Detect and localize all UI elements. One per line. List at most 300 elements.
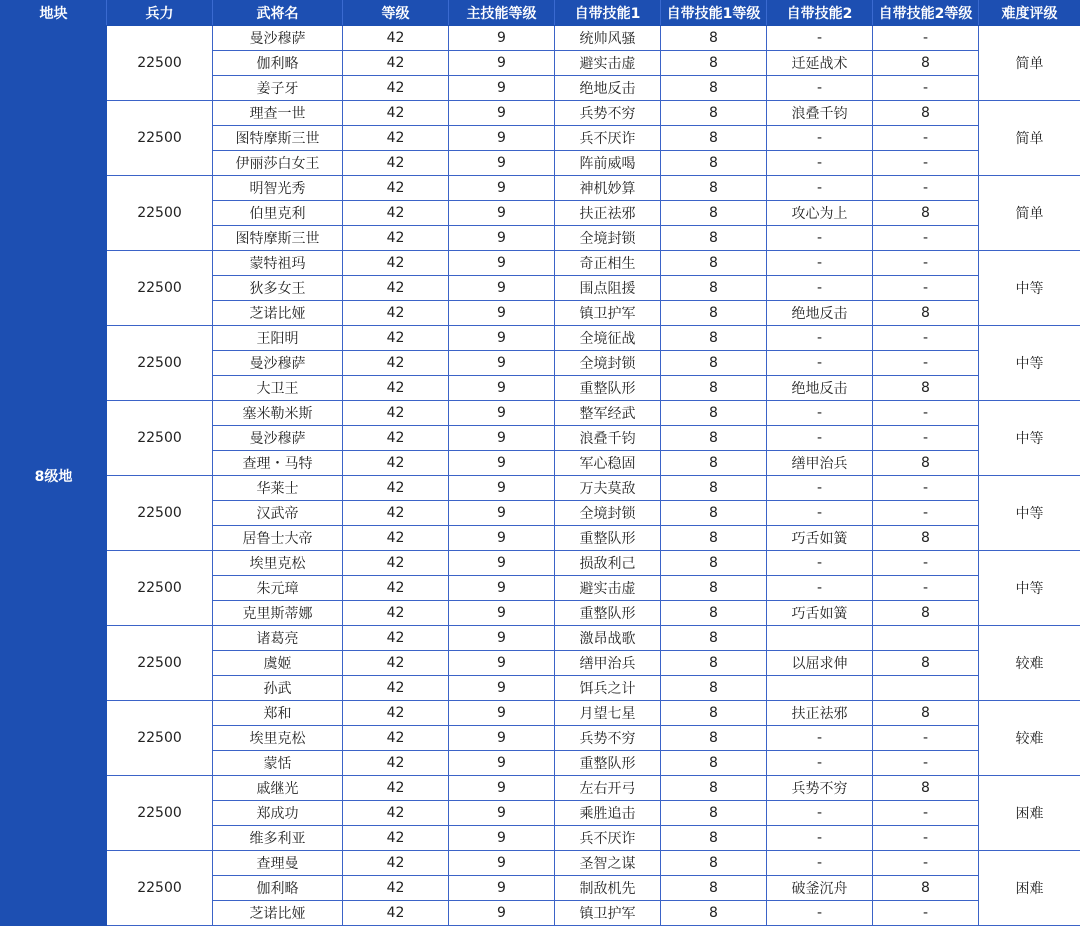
skill2-level-cell: - [873, 476, 979, 501]
main-skill-level-cell: 9 [449, 26, 555, 51]
skill2-level-cell: - [873, 351, 979, 376]
general-name-cell: 居鲁士大帝 [213, 526, 343, 551]
skill1-level-cell: 8 [661, 326, 767, 351]
header-level: 等级 [343, 1, 449, 26]
level-cell: 42 [343, 101, 449, 126]
skill1-cell: 全境封锁 [555, 226, 661, 251]
skill2-cell: - [767, 801, 873, 826]
skill2-level-cell: 8 [873, 201, 979, 226]
skill2-level-cell: - [873, 576, 979, 601]
skill2-cell: 巧舌如簧 [767, 601, 873, 626]
skill2-cell: 绝地反击 [767, 301, 873, 326]
skill2-cell: 扶正祛邪 [767, 701, 873, 726]
skill1-level-cell: 8 [661, 676, 767, 701]
level-cell: 42 [343, 851, 449, 876]
skill1-cell: 重整队形 [555, 601, 661, 626]
skill1-cell: 扶正祛邪 [555, 201, 661, 226]
skill1-cell: 镇卫护军 [555, 301, 661, 326]
level-cell: 42 [343, 51, 449, 76]
general-name-cell: 埃里克松 [213, 551, 343, 576]
table-row [1, 476, 1080, 501]
level-cell: 42 [343, 601, 449, 626]
level-cell: 42 [343, 901, 449, 926]
main-skill-level-cell: 9 [449, 676, 555, 701]
header-skill1-level: 自带技能1等级 [661, 1, 767, 26]
header-general: 武将名 [213, 1, 343, 26]
level-cell: 42 [343, 551, 449, 576]
main-skill-level-cell: 9 [449, 276, 555, 301]
general-name-cell: 理查一世 [213, 101, 343, 126]
general-name-cell: 华莱士 [213, 476, 343, 501]
skill1-cell: 浪叠千钧 [555, 426, 661, 451]
skill2-cell: 缮甲治兵 [767, 451, 873, 476]
general-name-cell: 图特摩斯三世 [213, 226, 343, 251]
general-name-cell: 查理・马特 [213, 451, 343, 476]
difficulty-cell: 中等 [979, 476, 1080, 551]
header-skill2-level: 自带技能2等级 [873, 1, 979, 26]
header-difficulty: 难度评级 [979, 1, 1080, 26]
skill1-level-cell: 8 [661, 701, 767, 726]
skill1-cell: 避实击虚 [555, 576, 661, 601]
troops-cell: 22500 [107, 776, 213, 851]
skill1-level-cell: 8 [661, 276, 767, 301]
skill2-level-cell: 8 [873, 301, 979, 326]
general-name-cell: 明智光秀 [213, 176, 343, 201]
general-name-cell: 王阳明 [213, 326, 343, 351]
skill1-cell: 军心稳固 [555, 451, 661, 476]
skill2-cell: - [767, 226, 873, 251]
general-name-cell: 汉武帝 [213, 501, 343, 526]
skill1-level-cell: 8 [661, 476, 767, 501]
skill2-cell: - [767, 276, 873, 301]
skill1-cell: 重整队形 [555, 526, 661, 551]
skill1-level-cell: 8 [661, 51, 767, 76]
difficulty-cell: 困难 [979, 851, 1080, 926]
general-name-cell: 塞米勒米斯 [213, 401, 343, 426]
general-name-cell: 维多利亚 [213, 826, 343, 851]
skill1-cell: 整军经武 [555, 401, 661, 426]
general-name-cell: 芝诺比娅 [213, 301, 343, 326]
skill1-cell: 镇卫护军 [555, 901, 661, 926]
skill1-cell: 乘胜追击 [555, 801, 661, 826]
skill1-level-cell: 8 [661, 851, 767, 876]
level-cell: 42 [343, 301, 449, 326]
skill2-level-cell: 8 [873, 701, 979, 726]
main-skill-level-cell: 9 [449, 176, 555, 201]
main-skill-level-cell: 9 [449, 726, 555, 751]
skill1-level-cell: 8 [661, 351, 767, 376]
main-skill-level-cell: 9 [449, 851, 555, 876]
skill1-cell: 避实击虚 [555, 51, 661, 76]
general-name-cell: 姜子牙 [213, 76, 343, 101]
level-cell: 42 [343, 501, 449, 526]
level-cell: 42 [343, 476, 449, 501]
skill1-level-cell: 8 [661, 301, 767, 326]
skill2-level-cell [873, 676, 979, 701]
skill1-level-cell: 8 [661, 151, 767, 176]
skill1-level-cell: 8 [661, 401, 767, 426]
skill2-cell: - [767, 401, 873, 426]
skill2-cell: 浪叠千钧 [767, 101, 873, 126]
table-row [1, 401, 1080, 426]
level-cell: 42 [343, 801, 449, 826]
level-cell: 42 [343, 751, 449, 776]
general-name-cell: 伊丽莎白女王 [213, 151, 343, 176]
skill1-cell: 缮甲治兵 [555, 651, 661, 676]
skill2-level-cell: 8 [873, 526, 979, 551]
main-skill-level-cell: 9 [449, 226, 555, 251]
level-cell: 42 [343, 351, 449, 376]
level-cell: 42 [343, 776, 449, 801]
table-row [1, 326, 1080, 351]
main-skill-level-cell: 9 [449, 401, 555, 426]
skill1-level-cell: 8 [661, 551, 767, 576]
level-cell: 42 [343, 426, 449, 451]
skill2-level-cell: - [873, 426, 979, 451]
general-name-cell: 蒙恬 [213, 751, 343, 776]
skill1-cell: 圣智之谋 [555, 851, 661, 876]
general-name-cell: 诸葛亮 [213, 626, 343, 651]
header-main-skill-level: 主技能等级 [449, 1, 555, 26]
skill1-cell: 左右开弓 [555, 776, 661, 801]
skill1-cell: 全境征战 [555, 326, 661, 351]
general-name-cell: 查理曼 [213, 851, 343, 876]
level-cell: 42 [343, 401, 449, 426]
skill1-level-cell: 8 [661, 126, 767, 151]
troops-cell: 22500 [107, 401, 213, 476]
main-skill-level-cell: 9 [449, 301, 555, 326]
skill1-cell: 重整队形 [555, 376, 661, 401]
skill2-cell [767, 626, 873, 651]
skill2-cell: - [767, 151, 873, 176]
level-cell: 42 [343, 226, 449, 251]
table-row [1, 701, 1080, 726]
plot-cell: 8级地 [1, 26, 107, 926]
skill2-cell: - [767, 551, 873, 576]
difficulty-cell: 中等 [979, 251, 1080, 326]
skill2-level-cell: 8 [873, 651, 979, 676]
troops-cell: 22500 [107, 551, 213, 626]
skill2-level-cell: - [873, 551, 979, 576]
skill1-level-cell: 8 [661, 626, 767, 651]
table-row [1, 176, 1080, 201]
main-skill-level-cell: 9 [449, 251, 555, 276]
skill1-cell: 饵兵之计 [555, 676, 661, 701]
level-cell: 42 [343, 201, 449, 226]
main-skill-level-cell: 9 [449, 551, 555, 576]
general-name-cell: 曼沙穆萨 [213, 26, 343, 51]
skill2-level-cell: 8 [873, 376, 979, 401]
skill2-level-cell: - [873, 126, 979, 151]
level-cell: 42 [343, 626, 449, 651]
skill2-level-cell: - [873, 751, 979, 776]
general-name-cell: 伯里克利 [213, 201, 343, 226]
main-skill-level-cell: 9 [449, 451, 555, 476]
skill1-level-cell: 8 [661, 176, 767, 201]
skill1-cell: 兵势不穷 [555, 726, 661, 751]
troops-cell: 22500 [107, 326, 213, 401]
skill2-cell: 绝地反击 [767, 376, 873, 401]
main-skill-level-cell: 9 [449, 76, 555, 101]
main-skill-level-cell: 9 [449, 876, 555, 901]
skill2-level-cell: - [873, 176, 979, 201]
skill2-cell: 迁延战术 [767, 51, 873, 76]
skill2-level-cell: - [873, 226, 979, 251]
skill1-cell: 月望七星 [555, 701, 661, 726]
skill1-level-cell: 8 [661, 876, 767, 901]
skill2-cell: 攻心为上 [767, 201, 873, 226]
table-row [1, 101, 1080, 126]
skill2-cell: - [767, 826, 873, 851]
table-row [1, 776, 1080, 801]
general-name-cell: 芝诺比娅 [213, 901, 343, 926]
skill2-cell: 巧舌如簧 [767, 526, 873, 551]
main-skill-level-cell: 9 [449, 601, 555, 626]
main-skill-level-cell: 9 [449, 326, 555, 351]
skill2-cell: - [767, 251, 873, 276]
level-cell: 42 [343, 276, 449, 301]
table-row [1, 251, 1080, 276]
skill1-cell: 阵前威喝 [555, 151, 661, 176]
skill1-level-cell: 8 [661, 751, 767, 776]
difficulty-cell: 中等 [979, 326, 1080, 401]
difficulty-cell: 较难 [979, 626, 1080, 701]
level-cell: 42 [343, 526, 449, 551]
skill1-level-cell: 8 [661, 26, 767, 51]
main-skill-level-cell: 9 [449, 901, 555, 926]
skill2-cell: - [767, 851, 873, 876]
general-name-cell: 伽利略 [213, 51, 343, 76]
general-name-cell: 大卫王 [213, 376, 343, 401]
skill2-cell: - [767, 76, 873, 101]
troops-cell: 22500 [107, 101, 213, 176]
level-cell: 42 [343, 826, 449, 851]
skill1-level-cell: 8 [661, 251, 767, 276]
skill1-cell: 神机妙算 [555, 176, 661, 201]
main-skill-level-cell: 9 [449, 701, 555, 726]
header-troops: 兵力 [107, 1, 213, 26]
skill1-cell: 全境封锁 [555, 351, 661, 376]
skill1-level-cell: 8 [661, 426, 767, 451]
skill2-level-cell: - [873, 801, 979, 826]
general-name-cell: 虞姬 [213, 651, 343, 676]
difficulty-cell: 困难 [979, 776, 1080, 851]
skill2-level-cell: - [873, 826, 979, 851]
skill2-cell: - [767, 576, 873, 601]
skill1-cell: 围点阻援 [555, 276, 661, 301]
skill1-cell: 兵势不穷 [555, 101, 661, 126]
skill2-cell: 以屈求伸 [767, 651, 873, 676]
skill1-level-cell: 8 [661, 726, 767, 751]
header-skill2: 自带技能2 [767, 1, 873, 26]
general-name-cell: 曼沙穆萨 [213, 426, 343, 451]
table-row [1, 626, 1080, 651]
skill2-level-cell: 8 [873, 451, 979, 476]
skill2-level-cell: - [873, 326, 979, 351]
skill2-cell: - [767, 426, 873, 451]
skill1-level-cell: 8 [661, 76, 767, 101]
main-skill-level-cell: 9 [449, 526, 555, 551]
main-skill-level-cell: 9 [449, 651, 555, 676]
main-skill-level-cell: 9 [449, 101, 555, 126]
skill1-cell: 兵不厌诈 [555, 126, 661, 151]
main-skill-level-cell: 9 [449, 351, 555, 376]
skill2-cell: - [767, 751, 873, 776]
skill1-level-cell: 8 [661, 901, 767, 926]
main-skill-level-cell: 9 [449, 801, 555, 826]
level-cell: 42 [343, 151, 449, 176]
difficulty-cell: 简单 [979, 26, 1080, 101]
general-name-cell: 狄多女王 [213, 276, 343, 301]
difficulty-cell: 简单 [979, 101, 1080, 176]
difficulty-cell: 简单 [979, 176, 1080, 251]
skill1-level-cell: 8 [661, 601, 767, 626]
difficulty-cell: 中等 [979, 401, 1080, 476]
skill2-cell [767, 676, 873, 701]
general-name-cell: 曼沙穆萨 [213, 351, 343, 376]
skill1-cell: 统帅风骚 [555, 26, 661, 51]
skill2-level-cell: - [873, 726, 979, 751]
general-name-cell: 戚继光 [213, 776, 343, 801]
skill1-cell: 激昂战歌 [555, 626, 661, 651]
skill2-level-cell: 8 [873, 776, 979, 801]
level-cell: 42 [343, 326, 449, 351]
skill1-level-cell: 8 [661, 651, 767, 676]
troops-cell: 22500 [107, 626, 213, 701]
level-cell: 42 [343, 676, 449, 701]
level-cell: 42 [343, 376, 449, 401]
skill1-cell: 绝地反击 [555, 76, 661, 101]
main-skill-level-cell: 9 [449, 576, 555, 601]
skill1-level-cell: 8 [661, 801, 767, 826]
header-skill1: 自带技能1 [555, 1, 661, 26]
skill2-cell: - [767, 726, 873, 751]
header-plot: 地块 [1, 1, 107, 26]
skill2-cell: - [767, 476, 873, 501]
skill1-cell: 兵不厌诈 [555, 826, 661, 851]
skill2-cell: - [767, 26, 873, 51]
skill1-cell: 奇正相生 [555, 251, 661, 276]
skill2-level-cell: - [873, 76, 979, 101]
level-cell: 42 [343, 651, 449, 676]
level-cell: 42 [343, 76, 449, 101]
table-row [1, 551, 1080, 576]
skill1-cell: 万夫莫敌 [555, 476, 661, 501]
level-cell: 42 [343, 26, 449, 51]
skill2-cell: 破釜沉舟 [767, 876, 873, 901]
skill1-cell: 全境封锁 [555, 501, 661, 526]
skill2-cell: - [767, 176, 873, 201]
skill1-level-cell: 8 [661, 576, 767, 601]
skill2-level-cell: 8 [873, 876, 979, 901]
general-name-cell: 郑和 [213, 701, 343, 726]
main-skill-level-cell: 9 [449, 126, 555, 151]
skill1-level-cell: 8 [661, 451, 767, 476]
skill2-level-cell: - [873, 26, 979, 51]
skill2-level-cell: - [873, 901, 979, 926]
level-cell: 42 [343, 701, 449, 726]
main-skill-level-cell: 9 [449, 826, 555, 851]
main-skill-level-cell: 9 [449, 51, 555, 76]
skill2-level-cell: - [873, 851, 979, 876]
main-skill-level-cell: 9 [449, 426, 555, 451]
general-name-cell: 伽利略 [213, 876, 343, 901]
skill1-level-cell: 8 [661, 526, 767, 551]
general-name-cell: 埃里克松 [213, 726, 343, 751]
skill1-level-cell: 8 [661, 201, 767, 226]
skill1-cell: 制敌机先 [555, 876, 661, 901]
main-skill-level-cell: 9 [449, 201, 555, 226]
skill2-cell: - [767, 901, 873, 926]
main-skill-level-cell: 9 [449, 151, 555, 176]
skill1-level-cell: 8 [661, 226, 767, 251]
skill1-cell: 损敌利己 [555, 551, 661, 576]
skill2-cell: - [767, 351, 873, 376]
level-cell: 42 [343, 576, 449, 601]
skill1-cell: 重整队形 [555, 751, 661, 776]
skill2-level-cell: 8 [873, 101, 979, 126]
main-skill-level-cell: 9 [449, 501, 555, 526]
skill2-level-cell: - [873, 276, 979, 301]
general-name-cell: 蒙特祖玛 [213, 251, 343, 276]
header-row [1, 1, 1080, 26]
skill2-level-cell: - [873, 401, 979, 426]
skill1-level-cell: 8 [661, 826, 767, 851]
general-name-cell: 图特摩斯三世 [213, 126, 343, 151]
main-skill-level-cell: 9 [449, 776, 555, 801]
main-skill-level-cell: 9 [449, 626, 555, 651]
general-name-cell: 郑成功 [213, 801, 343, 826]
table-body [1, 26, 1080, 926]
main-skill-level-cell: 9 [449, 476, 555, 501]
skill2-level-cell: - [873, 251, 979, 276]
level-cell: 42 [343, 176, 449, 201]
skill2-level-cell: 8 [873, 601, 979, 626]
skill2-cell: 兵势不穷 [767, 776, 873, 801]
difficulty-cell: 较难 [979, 701, 1080, 776]
troops-cell: 22500 [107, 851, 213, 926]
troops-cell: 22500 [107, 26, 213, 101]
skill2-level-cell [873, 626, 979, 651]
table-row [1, 26, 1080, 51]
general-name-cell: 克里斯蒂娜 [213, 601, 343, 626]
level-cell: 42 [343, 876, 449, 901]
troops-cell: 22500 [107, 176, 213, 251]
general-name-cell: 朱元璋 [213, 576, 343, 601]
skill2-level-cell: 8 [873, 51, 979, 76]
skill2-level-cell: - [873, 501, 979, 526]
level-cell: 42 [343, 726, 449, 751]
main-skill-level-cell: 9 [449, 376, 555, 401]
general-name-cell: 孙武 [213, 676, 343, 701]
skill2-cell: - [767, 326, 873, 351]
skill2-level-cell: - [873, 151, 979, 176]
troops-cell: 22500 [107, 476, 213, 551]
main-skill-level-cell: 9 [449, 751, 555, 776]
difficulty-cell: 中等 [979, 551, 1080, 626]
troops-cell: 22500 [107, 251, 213, 326]
skill2-cell: - [767, 501, 873, 526]
skill1-level-cell: 8 [661, 101, 767, 126]
level-cell: 42 [343, 251, 449, 276]
skill1-level-cell: 8 [661, 776, 767, 801]
troops-cell: 22500 [107, 701, 213, 776]
skill1-level-cell: 8 [661, 376, 767, 401]
skill1-level-cell: 8 [661, 501, 767, 526]
level-cell: 42 [343, 451, 449, 476]
skill2-cell: - [767, 126, 873, 151]
level-cell: 42 [343, 126, 449, 151]
